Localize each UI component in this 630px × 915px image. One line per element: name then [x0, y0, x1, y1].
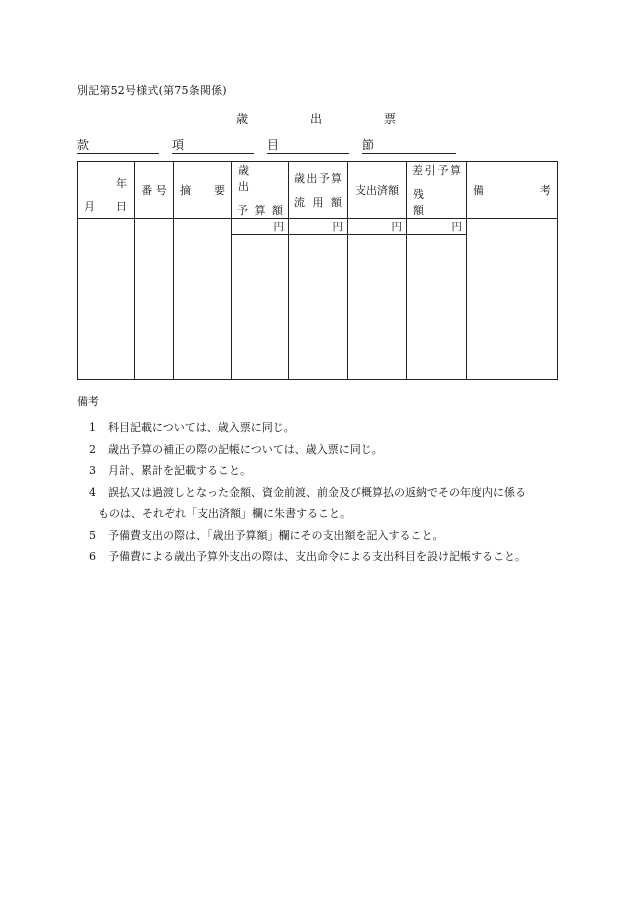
header-balance-a: 残	[413, 188, 424, 201]
note-item	[77, 460, 557, 482]
notes-heading: 備考	[77, 395, 99, 408]
title-char-2: 出	[309, 112, 322, 126]
kan-field[interactable]	[77, 136, 89, 152]
note-text: 歳出予算の補正の際の記帳については、歳入票に同じ。	[108, 442, 383, 456]
expenditure-ledger-table	[77, 161, 558, 380]
note-text: 月計、累計を記載すること。	[108, 464, 251, 477]
setsu-label: 節	[362, 138, 375, 152]
note-item	[77, 439, 557, 461]
title-char-1: 歳	[236, 112, 249, 126]
header-date	[78, 162, 135, 219]
cell-expended[interactable]	[348, 235, 407, 380]
kan-underline	[77, 153, 159, 154]
unit-budget: 円	[232, 219, 289, 235]
cell-date[interactable]	[78, 219, 135, 380]
setsu-underline	[362, 153, 456, 154]
note-number: 1	[89, 421, 96, 434]
note-item	[77, 482, 557, 525]
cell-transfer[interactable]	[289, 235, 348, 380]
note-text: 予備費による歳出予算外支出の際は、支出命令による支出科目を設け記帳すること。	[108, 550, 526, 563]
note-item	[77, 417, 557, 439]
kou-label: 項	[172, 138, 185, 152]
header-number: 番 号	[135, 162, 174, 219]
note-text-continued: ものは、それぞれ「支出済額」欄に朱書すること。	[98, 507, 351, 520]
header-transfer-line1: 歳出予算	[294, 172, 342, 185]
header-budget	[232, 162, 289, 219]
header-budget-a: 歳	[238, 164, 249, 177]
header-day: 日	[116, 200, 127, 213]
header-balance	[407, 162, 467, 219]
cell-number[interactable]	[135, 219, 174, 380]
notes-section	[77, 393, 557, 568]
note-text: 予備費支出の際は、「歳出予算額」欄にその支出額を記入すること。	[108, 528, 444, 542]
notes-list	[77, 417, 557, 568]
header-transfer	[289, 162, 348, 219]
header-budget-amount: 予算額	[237, 204, 283, 217]
cell-balance[interactable]	[407, 235, 467, 380]
table-header-row	[78, 162, 558, 219]
header-balance-line1: 差引予算	[412, 164, 461, 177]
header-budget-b: 出	[238, 180, 249, 193]
note-item	[77, 525, 557, 547]
unit-expended: 円	[348, 219, 407, 235]
unit-balance: 円	[407, 219, 467, 235]
moku-field[interactable]	[267, 136, 279, 152]
header-year: 年	[116, 177, 127, 190]
note-text: 誤払又は過渡しとなった金額、資金前渡、前金及び概算払の返納でその年度内に係る	[108, 485, 526, 499]
title-char-3: 票	[383, 112, 396, 126]
unit-transfer: 円	[289, 219, 348, 235]
header-balance-b: 額	[413, 204, 424, 217]
header-summary	[174, 162, 232, 219]
kou-underline	[172, 153, 254, 154]
note-text: 科目記載については、歳入票に同じ。	[108, 421, 295, 434]
cell-remarks[interactable]	[467, 219, 558, 380]
header-remarks	[467, 162, 558, 219]
table-unit-row	[78, 219, 558, 235]
page-title	[236, 110, 396, 127]
note-number: 4	[89, 485, 96, 499]
cell-summary[interactable]	[174, 219, 232, 380]
header-summary-b: 要	[214, 184, 225, 197]
header-month: 月	[84, 200, 95, 213]
header-summary-a: 摘	[180, 184, 191, 197]
note-number: 6	[89, 550, 96, 563]
header-expended: 支出済額	[348, 162, 407, 219]
note-number: 2	[89, 442, 96, 456]
kan-label: 款	[77, 138, 90, 152]
kou-field[interactable]	[172, 136, 184, 152]
note-item	[77, 546, 557, 568]
moku-underline	[267, 153, 349, 154]
header-remarks-a: 備	[473, 184, 484, 197]
header-remarks-b: 考	[540, 184, 551, 197]
form-number: 別記第52号様式(第75条関係)	[77, 84, 227, 97]
note-number: 3	[89, 464, 96, 477]
subject-fields	[77, 136, 462, 154]
moku-label: 目	[267, 138, 280, 152]
header-transfer-line2: 流用額	[294, 196, 342, 209]
note-number: 5	[89, 528, 96, 542]
cell-budget[interactable]	[232, 235, 289, 380]
setsu-field[interactable]	[362, 136, 374, 152]
